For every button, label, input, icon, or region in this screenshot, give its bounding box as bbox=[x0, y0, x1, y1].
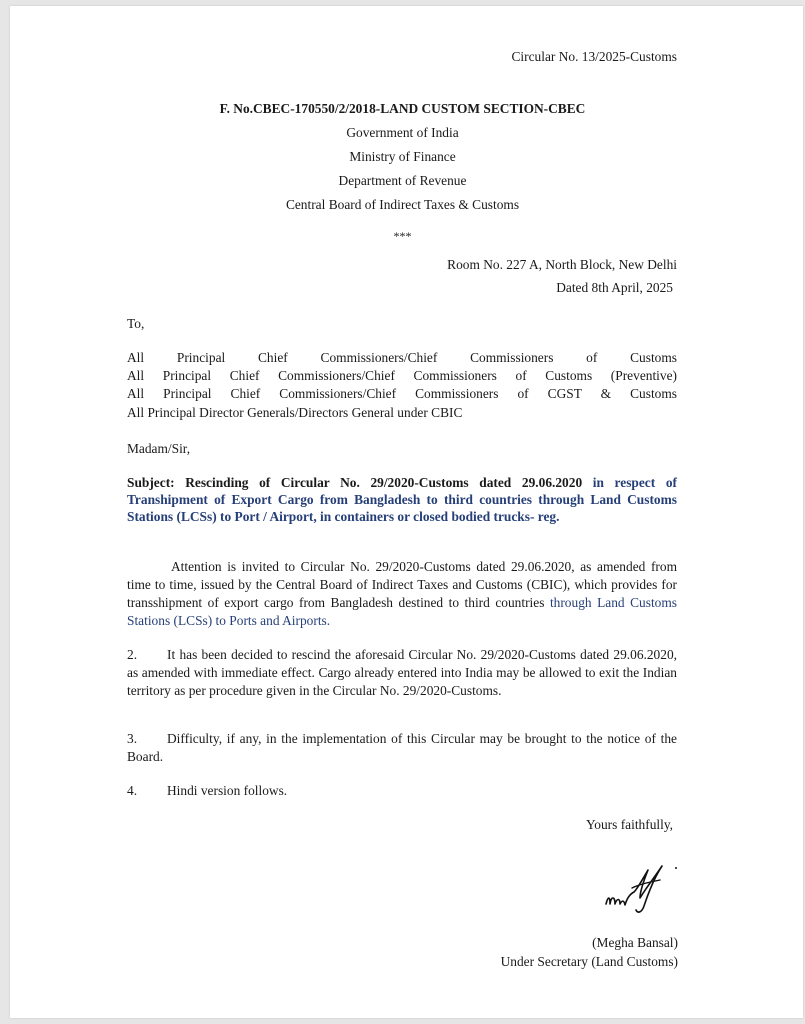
circular-date: Dated 8th April, 2025 bbox=[556, 280, 673, 295]
paragraph-2-number: 2. bbox=[127, 647, 138, 662]
subject-details: in respect of Transhipment of Export Cargo from Bangladesh to third countries through Land Customs Stations (LCSs) to Port / Airport, in containers or closed bodied trucks- reg. bbox=[127, 475, 677, 524]
paragraph-4 bbox=[127, 782, 287, 799]
yours-faithfully: Yours faithfully, bbox=[585, 817, 673, 832]
paragraph-4-text: Hindi version follows. bbox=[167, 783, 288, 798]
paragraph-2 bbox=[127, 646, 677, 700]
paragraph-1-tail: through Land Customs Stations (LCSs) to Ports and Airports. bbox=[127, 595, 677, 628]
recipient-line: All Principal Director Generals/Directors General under CBIC bbox=[127, 405, 463, 420]
subject-block bbox=[127, 474, 677, 525]
paragraph-2-text: It has been decided to rescind the aforesaid Circular No. 29/2020-Customs dated 29.06.2020, as amended with immediate effect. Cargo already entered into India may be allowed to exit the Indian territory as per procedure given in the Circular No. 29/2020-Customs. bbox=[127, 647, 677, 698]
salutation: Madam/Sir, bbox=[127, 441, 191, 456]
file-number: F. No.CBEC-170550/2/2018-LAND CUSTOM SECTION-CBEC bbox=[219, 101, 586, 116]
paragraph-3-number: 3. bbox=[127, 731, 138, 746]
paragraph-1 bbox=[127, 558, 677, 630]
ministry-line: Ministry of Finance bbox=[349, 149, 456, 164]
paragraph-1-text: Attention is invited to Circular No. 29/2020-Customs dated 29.06.2020, as amended from time to time, issued by the Central Board of Indirect Taxes and Customs (CBIC), which provides for transshipment of export cargo from Bangladesh destined to third countries bbox=[127, 559, 677, 610]
separator-stars: *** bbox=[393, 229, 412, 243]
paragraph-4-number: 4. bbox=[127, 783, 138, 798]
board-line: Central Board of Indirect Taxes & Customs bbox=[285, 197, 520, 212]
government-line: Government of India bbox=[346, 125, 459, 140]
department-line: Department of Revenue bbox=[338, 173, 467, 188]
signature-image bbox=[596, 858, 682, 918]
circular-number: Circular No. 13/2025-Customs bbox=[511, 49, 677, 64]
recipient-line: All Principal Chief Commissioners/Chief Commissioners of Customs bbox=[127, 350, 677, 365]
signatory-designation: Under Secretary (Land Customs) bbox=[500, 954, 678, 969]
office-address: Room No. 227 A, North Block, New Delhi bbox=[447, 257, 677, 272]
signatory-name: (Megha Bansal) bbox=[592, 935, 678, 950]
to-label: To, bbox=[127, 316, 145, 331]
paragraph-3 bbox=[127, 730, 677, 766]
paragraph-3-text: Difficulty, if any, in the implementation of this Circular may be brought to the notice of the Board. bbox=[127, 731, 677, 764]
subject-title: Subject: Rescinding of Circular No. 29/2020-Customs dated 29.06.2020 bbox=[127, 475, 583, 490]
recipient-line: All Principal Chief Commissioners/Chief Commissioners of CGST & Customs bbox=[127, 386, 677, 401]
recipient-line: All Principal Chief Commissioners/Chief Commissioners of Customs (Preventive) bbox=[127, 368, 677, 383]
